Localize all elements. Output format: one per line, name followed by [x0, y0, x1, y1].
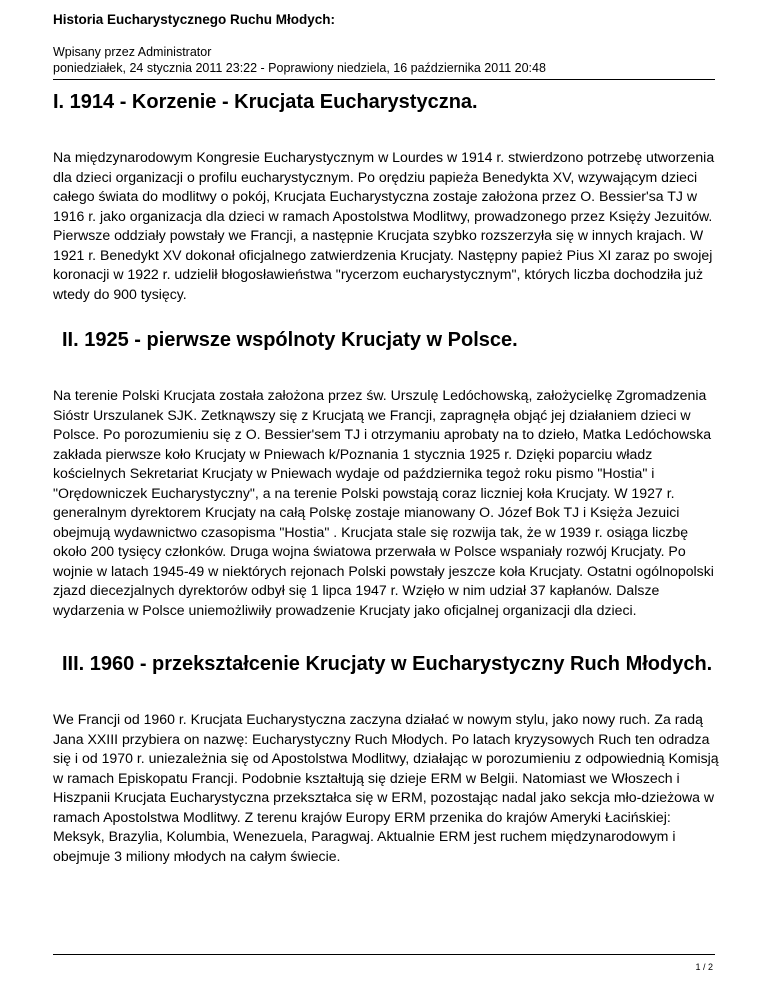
header-divider [53, 79, 715, 80]
section-heading: I. 1914 - Korzenie - Krucjata Eucharystyczna. [53, 91, 478, 113]
date-line: poniedziałek, 24 stycznia 2011 23:22 - Poprawiony niedziela, 16 października 2011 20:48 [53, 61, 546, 75]
section-1960 [53, 651, 721, 866]
document-title: Historia Eucharystycznego Ruchu Młodych: [53, 12, 336, 27]
section-paragraph: Na międzynarodowym Kongresie Eucharystycznym w Lourdes w 1914 r. stwierdzono potrzebę utworzenia dla dzieci organizacji o profilu eucharystycznym. Po orędziu papieża Benedykta XV, wzywającym dzieci całego świata do modlitwy o pokój, Krucjata Eucharystyczna zostaje założona przez O. Bessier'sa TJ w 1916 r. jako organizacja dla dzieci w ramach Apostolstwa Modlitwy, prowadzonego przez Księży Jezuitów. Pierwsze oddziały powstały we Francji, a następnie Krucjata szybko rozszerzyła się w innych krajach. W 1921 r. Benedykt XV dokonał oficjalnego zatwierdzenia Krucjaty. Następny papież Pius XI zaraz po swojej koronacji w 1922 r. udzielił błogosławieństwa "rycerzom eucharystycznym", których liczba dochodziła już wtedy do 900 tysięcy. [53, 149, 715, 302]
footer-divider [53, 954, 715, 955]
section-1925 [53, 327, 721, 620]
author-line: Wpisany przez Administrator [53, 45, 212, 59]
section-heading: III. 1960 - przekształcenie Krucjaty w Eucharystyczny Ruch Młodych. [62, 653, 713, 675]
section-1914 [53, 89, 721, 304]
article-meta [53, 44, 546, 76]
section-heading: II. 1925 - pierwsze wspólnoty Krucjaty w Polsce. [62, 329, 518, 351]
section-paragraph: We Francji od 1960 r. Krucjata Eucharystyczna zaczyna działać w nowym stylu, jako nowy ruch. Za radą Jana XXIII przybiera on nazwę: Eucharystyczny Ruch Młodych. Po latach kryzysowych Ruch ten odradza się i od 1970 r. uniezależnia się od Apostolstwa Modlitwy, działając w porozumieniu z odpowiednią Komisją w ramach Episkopatu Francji. Podobnie kształtują się dzieje ERM w Belgii. Natomiast we Włoszech i Hiszpanii Krucjata Eucharystyczna przekształca się w ERM, pozostając nadal jako sekcja mło-dzieżowa w ramach Apostolstwa Modlitwy. Z terenu krajów Europy ERM przenika do krajów Ameryki Łacińskiej: Meksyk, Brazylia, Kolumbia, Wenezuela, Paragwaj. Aktualnie ERM jest ruchem międzynarodowym i obejmuje 3 miliony młodych na całym świecie. [53, 711, 719, 864]
section-paragraph: Na terenie Polski Krucjata została założona przez św. Urszulę Ledóchowską, założycielkę Zgromadzenia Sióstr Urszulanek SJK. Zetknąwszy się z Krucjatą we Francji, zapragnęła objąć jej działaniem dzieci w Polsce. Po porozumieniu się z O. Bessier'sem TJ i otrzymaniu aprobaty na to dzieło, Matka Ledóchowska zakłada pierwsze koło Krucjaty w Pniewach k/Poznania 1 stycznia 1925 r. Dzięki poparciu władz kościelnych Sekretariat Krucjaty w Pniewach wydaje od października tegoż roku pismo "Hostia" i "Orędowniczek Eucharystyczny", a na terenie Polski powstają coraz liczniej koła Krucjaty. W 1927 r. generalnym dyrektorem Krucjaty na całą Polskę zostaje mianowany O. Józef Bok TJ i Księża Jezuici obejmują wydawnictwo czasopisma "Hostia" . Krucjata stale się rozwija tak, że w 1939 r. osiąga liczbę około 200 tysięcy członków. Druga wojna światowa przerwała w Polsce wspaniały rozwój Krucjaty. Po wojnie w latach 1945-49 w niektórych rejonach Polski powstały jeszcze koła Krucjaty. Ostatni ogólnopolski zjazd diecezjalnych dyrektorów odbył się 1 lipca 1947 r. Wzięło w nim udział 37 kapłanów. Dalsze wydarzenia w Polsce uniemożliwiły prowadzenie Krucjaty jako oficjalnej organizacji dla dzieci. [53, 387, 714, 618]
page-number: 1 / 2 [695, 962, 713, 972]
